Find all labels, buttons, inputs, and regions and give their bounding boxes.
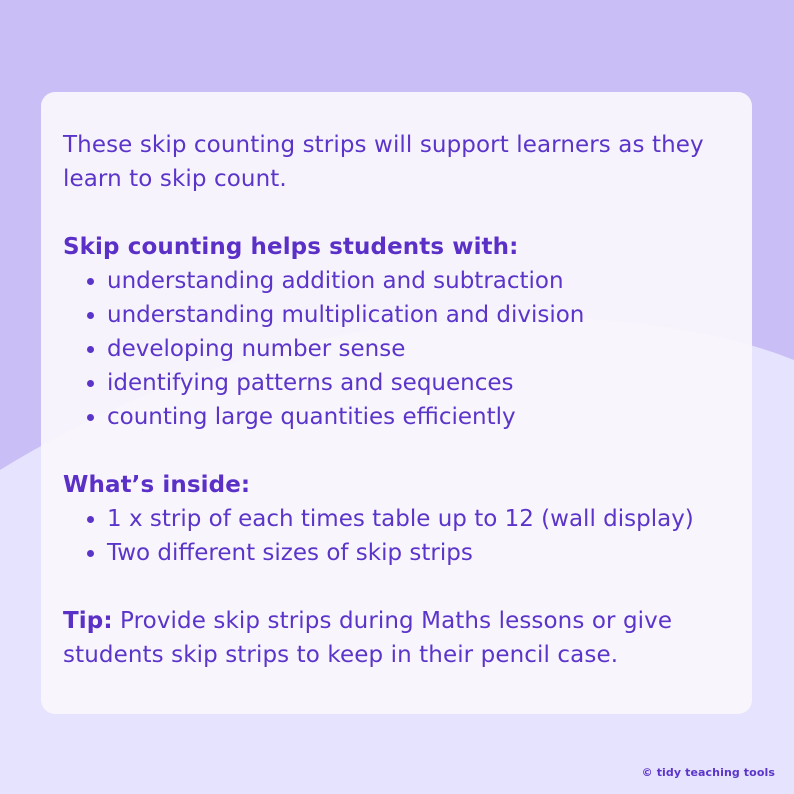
list-item: understanding multiplication and division — [87, 298, 728, 332]
info-card — [41, 92, 752, 714]
inside-heading: What’s inside: — [63, 472, 251, 498]
tip-line-2: students skip strips to keep in their pencil case. — [63, 642, 619, 668]
tip-label: Tip: — [63, 608, 113, 634]
copyright-footer: © tidy teaching tools — [641, 766, 775, 779]
list-item: understanding addition and subtraction — [87, 264, 728, 298]
intro-line-1: These skip counting strips will support learners as they — [63, 132, 704, 158]
benefits-heading: Skip counting helps students with: — [63, 234, 519, 260]
list-item: Two different sizes of skip strips — [87, 536, 728, 570]
list-item: developing number sense — [87, 332, 728, 366]
tip-text — [63, 604, 728, 672]
benefits-list — [63, 264, 728, 434]
intro-line-2: learn to skip count. — [63, 166, 287, 192]
list-item: identifying patterns and sequences — [87, 366, 728, 400]
list-item: counting large quantities efficiently — [87, 400, 728, 434]
tip-line-1: Provide skip strips during Maths lessons or give — [112, 608, 673, 634]
list-item: 1 x strip of each times table up to 12 (wall display) — [87, 502, 728, 536]
inside-list — [63, 502, 728, 570]
intro-text — [63, 128, 728, 196]
